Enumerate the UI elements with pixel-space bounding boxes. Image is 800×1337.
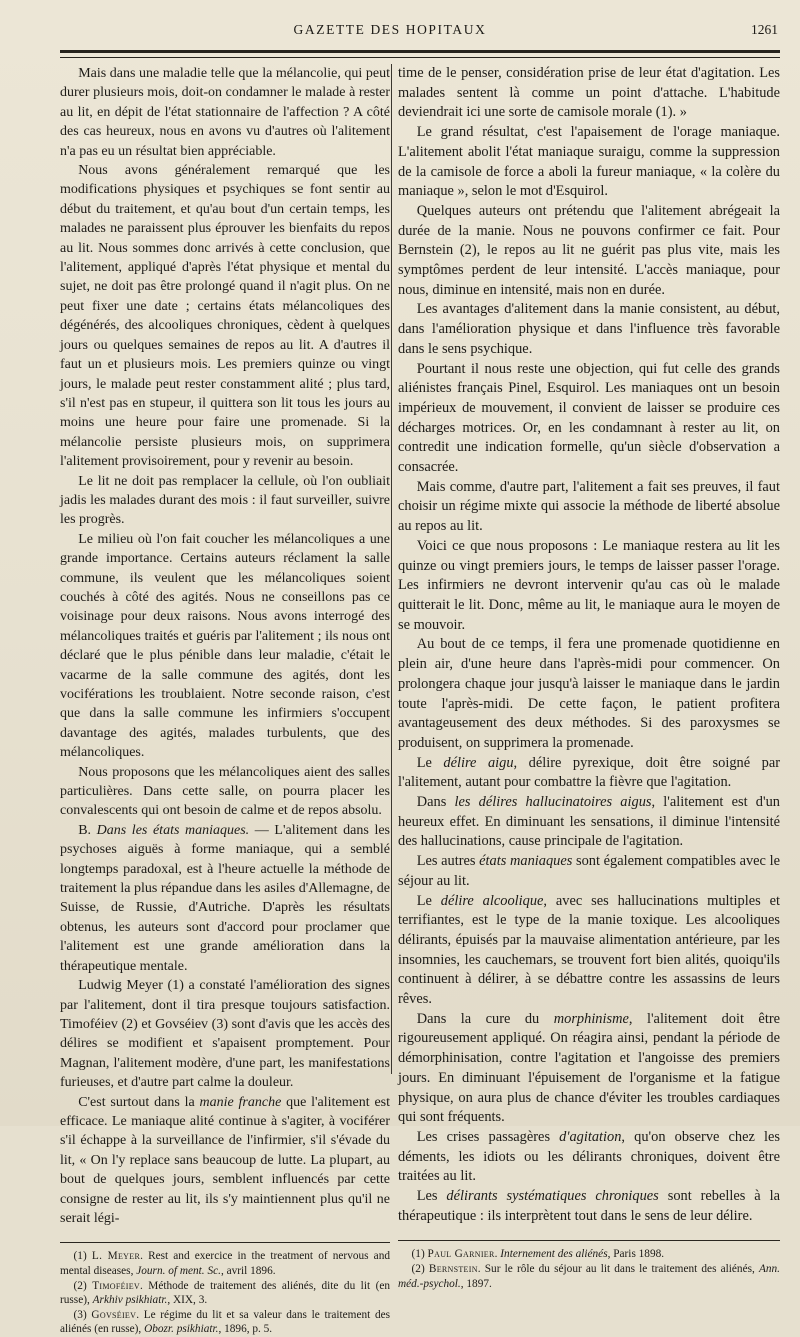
paragraph: Le milieu où l'on fait coucher les mélancoliques a une grande importance. Certains auteurs réclament la salle commune, ils veulent que les mélancoliques soient couchés à côté des agités. Nous ne conseillons pas ce voisinage pour deux raisons. Nous avons interrogé des mélancoliques traités et guéris par l'alitement ; ils nous ont déclaré que le plus pénible dans leur maladie, c'était le vacarme de la salle commune des agités, dont les vociférations les troublaient. Notre seconde raison, c'est que dans la salle commune les infirmiers s'occupent davantage des agités, malades turbulents, que des mélancoliques. [60,531,390,761]
footnote-number: (3) [73,1308,92,1321]
footnote-rule [60,1242,390,1243]
paragraph: time de le penser, considération prise de leur état d'agitation. Les malades sentent là comme un point d'attache. L'habitude deviendrait ici une sorte de camisole morale (1). » [398,65,780,121]
paragraph [398,1187,780,1226]
italic-term: les délires hallucinatoires aigus [454,794,652,811]
paragraph-text: Le [416,754,444,771]
paragraph: Nous avons généralement remarqué que les modifications physiques et psychiques se font sentir au début du traitement, et qu'au bout d'un certain temps, les malades ne paraissent plus éprouver les bienfaits du repos au lit. Nous sommes donc arrivés à cette conclusion, que l'alitement, appliqué d'après l'état physique et mental du sujet, ne doit pas être prolongé quand il n'agit plus. On ne peut fixer une date ; certains états mélancoliques des dégénérés, des alcooliques chroniques, cèdent à quelques jours ou quelques semaines de repos au lit. A d'autres il faut un et plusieurs mois. Les premiers quinze ou vingt jours, le malade peut rester constamment alité ; plus tard, s'il n'est pas en stupeur, il quittera son lit tous les jours au moins une heure pour faire une promenade. Si la mélancolie persiste plusieurs mois, on supprimera l'alitement provisoirement, pour y revenir au besoin. [60,163,390,470]
left-column [60,64,390,1337]
italic-term: délirants systématiques chroniques [446,1188,659,1205]
footnote-number: (2) [411,1263,429,1276]
footnote [398,1247,780,1262]
footnote-text: . Rest and exercice in the treatment of nervous and mental diseases, [60,1250,390,1277]
paragraph-text: C'est surtout dans la [78,1094,200,1110]
footnote-text: , avril 1896. [220,1264,276,1277]
footnote [60,1308,390,1337]
paragraph: Ludwig Meyer (1) a constaté l'amélioration des signes par l'alitement, dont il tira presque toujours satisfaction. Timoféiev (2) et Govséiev (3) sont d'avis que les accès des délires se modifient et s'apaisent promptement. Pour Magnan, l'alitement modère, d'une part, les manifestations furieuses, et d'autre part calme la douleur. [60,978,390,1091]
running-title: GAZETTE DES HOPITAUX [293,22,487,37]
paragraph [398,1010,780,1128]
footnote-journal: Ann. méd.-psychol. [398,1263,780,1290]
paragraph: Au bout de ce temps, il fera une promenade quotidienne en plein air, d'une heure dans l'après-midi pour commencer. On prolongera chaque jour jusqu'à laisser le maniaque dans le jardin toute l'après-midi. De cette façon, le patient profitera avantageusement des deux méthodes. Si des paroxysmes se produisent, on supprimera la promenade. [398,636,780,751]
footnote-text: . Le régime du lit et sa valeur dans le traitement des aliénés (en russe), [60,1308,390,1336]
section-title: Dans les états maniaques. [96,822,250,838]
paragraph [60,821,390,976]
section-label: B. [78,822,97,838]
italic-term: morphinisme [553,1010,629,1027]
paragraph [398,852,780,891]
footnote [60,1279,390,1308]
paragraph [60,1093,390,1229]
footnote-text: . Sur le rôle du séjour au lit dans le traitement des aliénés, [477,1263,759,1276]
paragraph [398,754,780,793]
header-rule-thin [60,57,780,58]
footnote-journal: Obozr. psikhiatr. [144,1323,219,1336]
footnote-journal: Journ. of ment. Sc. [136,1264,221,1277]
paragraph-text: Dans la cure du [416,1010,554,1027]
footnote-text: , Paris 1898. [607,1248,665,1261]
paragraph [398,892,780,1010]
footnote-number: (1) [411,1248,428,1261]
paragraph-text: Les autres [416,853,480,870]
paragraph-text: Les crises passagères [416,1128,560,1145]
column-divider [391,64,392,1074]
italic-term: manie franche [199,1094,282,1110]
footnote-number: (2) [73,1279,93,1292]
footnote-text: . Méthode de traitement des aliénés, dite du lit (en russe), [60,1279,390,1307]
footnote-text: , XIX, 3. [167,1294,208,1307]
footnote-author: Paul Garnier [427,1248,495,1261]
footnote-journal: Internement des aliénés [500,1248,608,1261]
paragraph: Le lit ne doit pas remplacer la cellule, où l'on oubliait jadis les malades durant des mois : il faut surveiller, suivre les progrès. [60,473,390,528]
paragraph-text: , qu'on observe chez les déments, les idiots ou les délirants chroniques, doivent être traitées au lit. [398,1128,780,1185]
paragraph: Quelques auteurs ont prétendu que l'alitement abrégeait la durée de la manie. Nous ne pouvons confirmer ce fait. Pour Bernstein (2), le repos au lit ne guérit pas plus vite, mais les symptômes perdent de leur intensité. L'accès maniaque, pour nous, diminue en intensité, mais non en durée. [398,202,780,298]
paragraph-text: sont également compatibles avec le séjour au lit. [398,853,780,889]
paragraph: Mais comme, d'autre part, l'alitement a fait ses preuves, il faut choisir un régime mixte qui associe la méthode de liberté absolue au repos au lit. [398,478,780,535]
footnote-journal: Arkhiv psikhiatr. [92,1294,168,1307]
footnote-number: (1) [73,1250,92,1263]
right-column [398,64,780,1291]
paragraph-text: , délire pyrexique, doit être soigné par l'alitement, autant pour combattre la fièvre que l'agitation. [398,754,780,791]
footnote-text: , 1897. [460,1277,492,1290]
paragraph-text: — L'alitement dans les psychoses aiguës à forme maniaque, qui a semblé longtemps paradoxal, est à l'heure actuelle la méthode de traitement la plus répandue dans les asiles d'Allemagne, de Suisse, de Russie, d'Autriche. D'après les résultats obtenus, les auteurs sont d'accord pour proclamer que l'alitement est une grande amélioration dans la thérapeutique mentale. [60,822,390,974]
paragraph-text: , l'alitement est d'un heureux effet. En diminuant les sensations, il diminue l'intensité des hallucinations, cause principale de l'agitation. [398,794,780,850]
footnote [60,1249,390,1278]
footnote-author: Bernstein [428,1263,478,1276]
footnotes [60,1249,390,1337]
footnotes [398,1247,780,1291]
page-header [60,22,780,42]
footnote-text: . [494,1248,501,1261]
paragraph: Voici ce que nous proposons : Le maniaque restera au lit les quinze ou vingt premiers jours, le temps de laisser passer l'orage. Les infirmiers ne devront intervenir qu'au cas où le malade quitterait le lit. Donc, même au lit, le maniaque aura le moyen de se mouvoir. [398,537,780,633]
header-rule-thick [60,50,780,53]
paragraph: Le grand résultat, c'est l'apaisement de l'orage maniaque. L'alitement abolit l'état maniaque suraigu, comme la suppression de la camisole de force a aboli la fureur maniaque, « la colère du maniaque », selon le mot d'Esquirol. [398,124,780,200]
footnote-author: Govséiev [91,1308,137,1321]
footnote-author: L. Meyer [91,1250,141,1263]
paragraph: Nous proposons que les mélancoliques aient des salles particulières. Dans cette salle, on pourra placer les convalescents qui ont besoin de calme et de repos absolu. [60,764,390,819]
paragraph-text: , avec ses hallucinations multiples et terrifiantes, est le type de la manie toxique. Les alcooliques délirants, épuisés par la mauvaise alimentation antérieure, par les insomnies, les cauchemars, se trouvent fort bien alités, quoiqu'ils continuent à délirer, à se débattre contre les assassins de leurs rêves. [398,892,780,1008]
footnote-author: Timoféiev [92,1279,141,1292]
paragraph: Pourtant il nous reste une objection, qui fut celle des grands aliénistes français Pinel, Esquirol. Les maniaques ont un besoin impérieux de mouvement, il convient de laisser se produire ces décharges motrices. Or, en les condamnant à rester au lit, on contredit une indication formelle, qu'un siècle d'observation a consacrée. [398,360,780,476]
paragraph-text: Les [416,1188,447,1205]
footnote [398,1262,780,1291]
italic-term: délire alcoolique [440,892,544,909]
page-number: 1261 [751,22,778,37]
paragraph-text: Dans [416,794,455,811]
paragraph-text: , l'alitement doit être rigoureusement appliqué. On réagira ainsi, pendant la période de démorphinisation, contre l'agitation et l'angoisse des premiers jours. En diminuant l'épuisement de l'organisme et la fatigue physique, on aura plus de chance d'éviter les troubles cardiaques qui sont fréquents. [398,1010,780,1126]
paragraph: Les avantages d'alitement dans la manie consistent, au début, dans l'amélioration physique et dans l'influence très favorable dans le sens psychique. [398,301,780,357]
paragraph-text: Le [416,892,441,909]
italic-term: états maniaques [479,853,573,870]
paragraph: Mais dans une maladie telle que la mélancolie, qui peut durer plusieurs mois, doit-on condamner le malade à rester au lit, en dépit de l'état stationnaire de l'affection ? A côté des cas heureux, nous en avons vu d'autres où l'alitement n'a pas eu un résultat bien appréciable. [60,66,390,159]
paragraph-text: sont rebelles à la thérapeutique : ils interprètent tout dans le sens de leur délire. [398,1188,780,1224]
paragraph [398,1128,780,1187]
italic-term: délire aigu [443,754,514,771]
paragraph [398,793,780,852]
footnote-text: , 1896, p. 5. [218,1323,273,1336]
footnote-rule [398,1240,780,1241]
paragraph-text: que l'alitement est efficace. Le maniaque alité continue à s'agiter, à vociférer s'il échappe à la surveillance de l'infirmier, s'il s'évade du lit, « On l'y replace sans beaucoup de lutte. La plupart, au bout de quelques jours, semblent influencés par cette consigne de rester au lit, ils s'y maintiennent plus qu'il ne serait légi- [60,1094,390,1226]
italic-term: d'agitation [559,1128,622,1145]
